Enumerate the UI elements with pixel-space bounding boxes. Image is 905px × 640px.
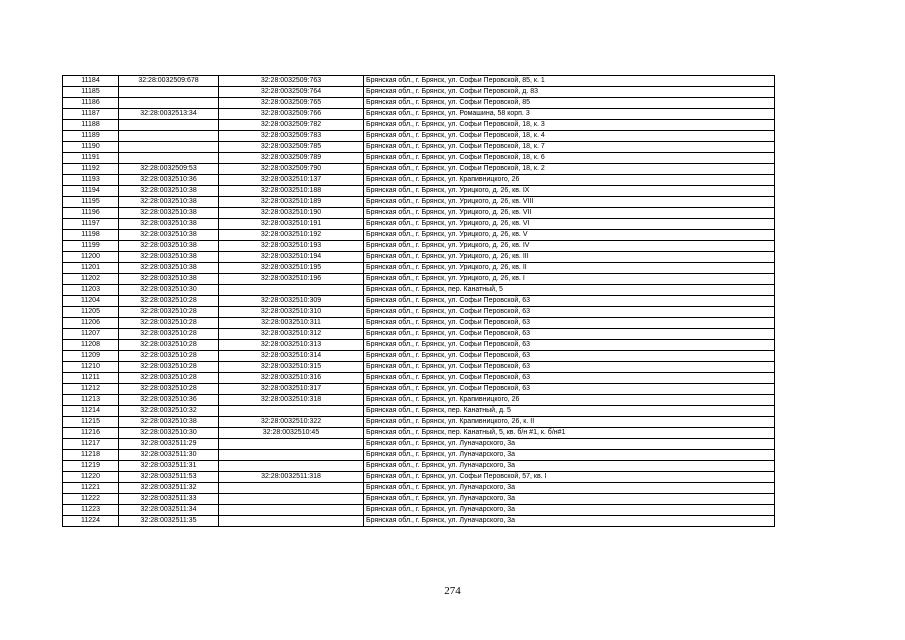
table-row <box>63 505 775 516</box>
address-cell: Брянская обл., г. Брянск, ул. Софьи Перовской, 63 <box>364 373 775 384</box>
new-cadastral-number-cell: 32:28:0032510:309 <box>219 296 364 307</box>
row-number-cell: 11199 <box>63 241 119 252</box>
row-number-cell: 11202 <box>63 274 119 285</box>
table-row <box>63 461 775 472</box>
new-cadastral-number-cell: 32:28:0032510:313 <box>219 340 364 351</box>
row-number-cell: 11206 <box>63 318 119 329</box>
old-cadastral-number-cell: 32:28:0032510:30 <box>119 285 219 296</box>
new-cadastral-number-cell: 32:28:0032510:196 <box>219 274 364 285</box>
new-cadastral-number-cell: 32:28:0032509:790 <box>219 164 364 175</box>
table-row <box>63 318 775 329</box>
row-number-cell: 11221 <box>63 483 119 494</box>
row-number-cell: 11209 <box>63 351 119 362</box>
new-cadastral-number-cell: 32:28:0032511:318 <box>219 472 364 483</box>
table-row <box>63 219 775 230</box>
table-row <box>63 417 775 428</box>
old-cadastral-number-cell: 32:28:0032510:28 <box>119 373 219 384</box>
table-row <box>63 472 775 483</box>
new-cadastral-number-cell: 32:28:0032509:765 <box>219 98 364 109</box>
row-number-cell: 11208 <box>63 340 119 351</box>
table-body <box>63 76 775 527</box>
table-row <box>63 164 775 175</box>
table-row <box>63 428 775 439</box>
address-cell: Брянская обл., г. Брянск, ул. Урицкого, д. 26, кв. II <box>364 263 775 274</box>
new-cadastral-number-cell: 32:28:0032509:764 <box>219 87 364 98</box>
address-cell: Брянская обл., г. Брянск, ул. Софьи Перовской, 63 <box>364 318 775 329</box>
address-cell: Брянская обл., г. Брянск, ул. Софьи Перовской, 57, кв. I <box>364 472 775 483</box>
old-cadastral-number-cell: 32:28:0032510:36 <box>119 395 219 406</box>
old-cadastral-number-cell: 32:28:0032511:34 <box>119 505 219 516</box>
new-cadastral-number-cell <box>219 406 364 417</box>
table-row <box>63 131 775 142</box>
address-cell: Брянская обл., г. Брянск, ул. Софьи Перовской, 18, к. 6 <box>364 153 775 164</box>
row-number-cell: 11219 <box>63 461 119 472</box>
new-cadastral-number-cell <box>219 439 364 450</box>
table-row <box>63 230 775 241</box>
address-cell: Брянская обл., г. Брянск, ул. Софьи Перовской, д. 83 <box>364 87 775 98</box>
row-number-cell: 11198 <box>63 230 119 241</box>
row-number-cell: 11190 <box>63 142 119 153</box>
table-row <box>63 274 775 285</box>
old-cadastral-number-cell <box>119 153 219 164</box>
new-cadastral-number-cell: 32:28:0032510:137 <box>219 175 364 186</box>
table-row <box>63 76 775 87</box>
old-cadastral-number-cell: 32:28:0032510:28 <box>119 362 219 373</box>
old-cadastral-number-cell: 32:28:0032513:34 <box>119 109 219 120</box>
old-cadastral-number-cell: 32:28:0032510:28 <box>119 307 219 318</box>
table-row <box>63 208 775 219</box>
address-cell: Брянская обл., г. Брянск, ул. Урицкого, д. 26, кв. VII <box>364 208 775 219</box>
table-row <box>63 296 775 307</box>
old-cadastral-number-cell: 32:28:0032510:38 <box>119 252 219 263</box>
old-cadastral-number-cell <box>119 87 219 98</box>
new-cadastral-number-cell: 32:28:0032510:315 <box>219 362 364 373</box>
old-cadastral-number-cell: 32:28:0032511:32 <box>119 483 219 494</box>
address-cell: Брянская обл., г. Брянск, ул. Урицкого, д. 26, кв. V <box>364 230 775 241</box>
address-cell: Брянская обл., г. Брянск, ул. Софьи Перовской, 63 <box>364 307 775 318</box>
address-cell: Брянская обл., г. Брянск, пер. Канатный, д. 5 <box>364 406 775 417</box>
table-row <box>63 175 775 186</box>
table-row <box>63 384 775 395</box>
row-number-cell: 11214 <box>63 406 119 417</box>
old-cadastral-number-cell <box>119 98 219 109</box>
old-cadastral-number-cell: 32:28:0032510:38 <box>119 241 219 252</box>
new-cadastral-number-cell: 32:28:0032510:191 <box>219 219 364 230</box>
old-cadastral-number-cell: 32:28:0032511:33 <box>119 494 219 505</box>
old-cadastral-number-cell: 32:28:0032510:28 <box>119 384 219 395</box>
new-cadastral-number-cell <box>219 516 364 527</box>
old-cadastral-number-cell <box>119 120 219 131</box>
address-cell: Брянская обл., г. Брянск, ул. Урицкого, д. 26, кв. VIII <box>364 197 775 208</box>
table-row <box>63 263 775 274</box>
old-cadastral-number-cell: 32:28:0032510:28 <box>119 318 219 329</box>
table-row <box>63 285 775 296</box>
row-number-cell: 11189 <box>63 131 119 142</box>
old-cadastral-number-cell: 32:28:0032510:28 <box>119 329 219 340</box>
new-cadastral-number-cell <box>219 505 364 516</box>
row-number-cell: 11210 <box>63 362 119 373</box>
old-cadastral-number-cell: 32:28:0032510:32 <box>119 406 219 417</box>
table-row <box>63 494 775 505</box>
address-cell: Брянская обл., г. Брянск, ул. Софьи Перовской, 63 <box>364 329 775 340</box>
address-cell: Брянская обл., г. Брянск, ул. Крапивницкого, 26, к. II <box>364 417 775 428</box>
row-number-cell: 11213 <box>63 395 119 406</box>
row-number-cell: 11204 <box>63 296 119 307</box>
row-number-cell: 11222 <box>63 494 119 505</box>
address-cell: Брянская обл., г. Брянск, ул. Урицкого, д. 26, кв. IX <box>364 186 775 197</box>
table-row <box>63 373 775 384</box>
cadastral-table <box>62 75 775 527</box>
old-cadastral-number-cell: 32:28:0032510:38 <box>119 417 219 428</box>
old-cadastral-number-cell: 32:28:0032509:678 <box>119 76 219 87</box>
row-number-cell: 11216 <box>63 428 119 439</box>
address-cell: Брянская обл., г. Брянск, ул. Софьи Перовской, 18, к. 7 <box>364 142 775 153</box>
old-cadastral-number-cell <box>119 131 219 142</box>
table-row <box>63 252 775 263</box>
old-cadastral-number-cell: 32:28:0032510:30 <box>119 428 219 439</box>
row-number-cell: 11193 <box>63 175 119 186</box>
row-number-cell: 11184 <box>63 76 119 87</box>
old-cadastral-number-cell: 32:28:0032510:38 <box>119 197 219 208</box>
address-cell: Брянская обл., г. Брянск, ул. Софьи Перовской, 63 <box>364 340 775 351</box>
new-cadastral-number-cell: 32:28:0032510:316 <box>219 373 364 384</box>
address-cell: Брянская обл., г. Брянск, ул. Софьи Перовской, 18, к. 4 <box>364 131 775 142</box>
new-cadastral-number-cell: 32:28:0032509:783 <box>219 131 364 142</box>
table-row <box>63 142 775 153</box>
new-cadastral-number-cell: 32:28:0032510:193 <box>219 241 364 252</box>
address-cell: Брянская обл., г. Брянск, ул. Луначарского, 3а <box>364 505 775 516</box>
row-number-cell: 11195 <box>63 197 119 208</box>
old-cadastral-number-cell: 32:28:0032510:28 <box>119 340 219 351</box>
address-cell: Брянская обл., г. Брянск, ул. Урицкого, д. 26, кв. VI <box>364 219 775 230</box>
table-row <box>63 186 775 197</box>
address-cell: Брянская обл., г. Брянск, ул. Луначарского, 3а <box>364 516 775 527</box>
row-number-cell: 11217 <box>63 439 119 450</box>
address-cell: Брянская обл., г. Брянск, ул. Крапивницкого, 26 <box>364 175 775 186</box>
address-cell: Брянская обл., г. Брянск, ул. Софьи Перовской, 63 <box>364 362 775 373</box>
page-number: 274 <box>444 585 461 597</box>
new-cadastral-number-cell: 32:28:0032510:311 <box>219 318 364 329</box>
table-row <box>63 340 775 351</box>
address-cell: Брянская обл., г. Брянск, ул. Урицкого, д. 26, кв. IV <box>364 241 775 252</box>
new-cadastral-number-cell: 32:28:0032510:195 <box>219 263 364 274</box>
table-row <box>63 98 775 109</box>
new-cadastral-number-cell: 32:28:0032510:318 <box>219 395 364 406</box>
old-cadastral-number-cell: 32:28:0032511:30 <box>119 450 219 461</box>
table-row <box>63 406 775 417</box>
address-cell: Брянская обл., г. Брянск, ул. Луначарского, 3а <box>364 483 775 494</box>
table-row <box>63 450 775 461</box>
old-cadastral-number-cell: 32:28:0032510:38 <box>119 186 219 197</box>
address-cell: Брянская обл., г. Брянск, ул. Софьи Перовской, 18, к. 3 <box>364 120 775 131</box>
row-number-cell: 11201 <box>63 263 119 274</box>
address-cell: Брянская обл., г. Брянск, ул. Луначарского, 3а <box>364 439 775 450</box>
table-row <box>63 241 775 252</box>
new-cadastral-number-cell: 32:28:0032510:312 <box>219 329 364 340</box>
address-cell: Брянская обл., г. Брянск, ул. Урицкого, д. 26, кв. I <box>364 274 775 285</box>
row-number-cell: 11223 <box>63 505 119 516</box>
row-number-cell: 11187 <box>63 109 119 120</box>
old-cadastral-number-cell: 32:28:0032510:36 <box>119 175 219 186</box>
row-number-cell: 11185 <box>63 87 119 98</box>
address-cell: Брянская обл., г. Брянск, ул. Софьи Перовской, 18, к. 2 <box>364 164 775 175</box>
old-cadastral-number-cell: 32:28:0032510:28 <box>119 296 219 307</box>
address-cell: Брянская обл., г. Брянск, ул. Ромашина, 58 корп. 3 <box>364 109 775 120</box>
new-cadastral-number-cell: 32:28:0032510:192 <box>219 230 364 241</box>
new-cadastral-number-cell: 32:28:0032510:310 <box>219 307 364 318</box>
row-number-cell: 11186 <box>63 98 119 109</box>
new-cadastral-number-cell: 32:28:0032510:45 <box>219 428 364 439</box>
address-cell: Брянская обл., г. Брянск, ул. Луначарского, 3а <box>364 450 775 461</box>
old-cadastral-number-cell: 32:28:0032511:29 <box>119 439 219 450</box>
new-cadastral-number-cell: 32:28:0032509:782 <box>219 120 364 131</box>
row-number-cell: 11196 <box>63 208 119 219</box>
new-cadastral-number-cell: 32:28:0032510:190 <box>219 208 364 219</box>
table-row <box>63 362 775 373</box>
old-cadastral-number-cell: 32:28:0032511:53 <box>119 472 219 483</box>
table-row <box>63 153 775 164</box>
new-cadastral-number-cell: 32:28:0032510:189 <box>219 197 364 208</box>
new-cadastral-number-cell: 32:28:0032510:314 <box>219 351 364 362</box>
new-cadastral-number-cell <box>219 461 364 472</box>
address-cell: Брянская обл., г. Брянск, ул. Софьи Перовской, 63 <box>364 351 775 362</box>
new-cadastral-number-cell <box>219 483 364 494</box>
address-cell: Брянская обл., г. Брянск, пер. Канатный, 5 <box>364 285 775 296</box>
row-number-cell: 11218 <box>63 450 119 461</box>
table-row <box>63 307 775 318</box>
new-cadastral-number-cell <box>219 494 364 505</box>
table-row <box>63 516 775 527</box>
table-row <box>63 351 775 362</box>
row-number-cell: 11205 <box>63 307 119 318</box>
table-row <box>63 329 775 340</box>
old-cadastral-number-cell: 32:28:0032511:31 <box>119 461 219 472</box>
new-cadastral-number-cell: 32:28:0032510:188 <box>219 186 364 197</box>
address-cell: Брянская обл., г. Брянск, ул. Крапивницкого, 26 <box>364 395 775 406</box>
old-cadastral-number-cell <box>119 142 219 153</box>
old-cadastral-number-cell: 32:28:0032509:53 <box>119 164 219 175</box>
address-cell: Брянская обл., г. Брянск, ул. Луначарского, 3а <box>364 494 775 505</box>
address-cell: Брянская обл., г. Брянск, ул. Урицкого, д. 26, кв. III <box>364 252 775 263</box>
table-row <box>63 109 775 120</box>
old-cadastral-number-cell: 32:28:0032510:38 <box>119 274 219 285</box>
row-number-cell: 11203 <box>63 285 119 296</box>
row-number-cell: 11215 <box>63 417 119 428</box>
row-number-cell: 11211 <box>63 373 119 384</box>
new-cadastral-number-cell: 32:28:0032510:317 <box>219 384 364 395</box>
new-cadastral-number-cell <box>219 450 364 461</box>
address-cell: Брянская обл., г. Брянск, ул. Софьи Перовской, 63 <box>364 296 775 307</box>
old-cadastral-number-cell: 32:28:0032511:35 <box>119 516 219 527</box>
row-number-cell: 11224 <box>63 516 119 527</box>
row-number-cell: 11200 <box>63 252 119 263</box>
table-row <box>63 439 775 450</box>
old-cadastral-number-cell: 32:28:0032510:38 <box>119 208 219 219</box>
address-cell: Брянская обл., г. Брянск, ул. Софьи Перовской, 63 <box>364 384 775 395</box>
new-cadastral-number-cell: 32:28:0032509:766 <box>219 109 364 120</box>
row-number-cell: 11188 <box>63 120 119 131</box>
row-number-cell: 11212 <box>63 384 119 395</box>
new-cadastral-number-cell: 32:28:0032509:785 <box>219 142 364 153</box>
old-cadastral-number-cell: 32:28:0032510:38 <box>119 230 219 241</box>
new-cadastral-number-cell <box>219 285 364 296</box>
new-cadastral-number-cell: 32:28:0032509:763 <box>219 76 364 87</box>
table-row <box>63 197 775 208</box>
table-row <box>63 87 775 98</box>
row-number-cell: 11207 <box>63 329 119 340</box>
address-cell: Брянская обл., г. Брянск, ул. Софьи Перовской, 85 <box>364 98 775 109</box>
old-cadastral-number-cell: 32:28:0032510:38 <box>119 219 219 230</box>
address-cell: Брянская обл., г. Брянск, пер. Канатный, 5, кв. б/н #1, к. б/н#1 <box>364 428 775 439</box>
row-number-cell: 11191 <box>63 153 119 164</box>
old-cadastral-number-cell: 32:28:0032510:38 <box>119 263 219 274</box>
table-row <box>63 483 775 494</box>
row-number-cell: 11192 <box>63 164 119 175</box>
address-cell: Брянская обл., г. Брянск, ул. Луначарского, 3а <box>364 461 775 472</box>
new-cadastral-number-cell: 32:28:0032510:194 <box>219 252 364 263</box>
new-cadastral-number-cell: 32:28:0032510:322 <box>219 417 364 428</box>
table-row <box>63 120 775 131</box>
old-cadastral-number-cell: 32:28:0032510:28 <box>119 351 219 362</box>
row-number-cell: 11220 <box>63 472 119 483</box>
row-number-cell: 11197 <box>63 219 119 230</box>
address-cell: Брянская обл., г. Брянск, ул. Софьи Перовской, 85, к. 1 <box>364 76 775 87</box>
row-number-cell: 11194 <box>63 186 119 197</box>
table-row <box>63 395 775 406</box>
new-cadastral-number-cell: 32:28:0032509:789 <box>219 153 364 164</box>
